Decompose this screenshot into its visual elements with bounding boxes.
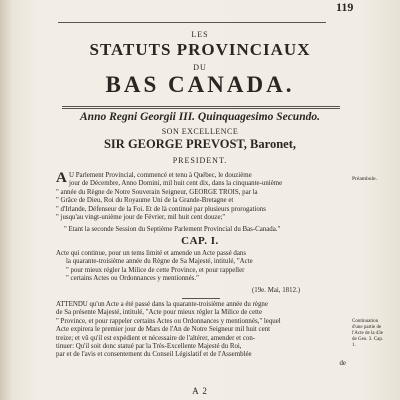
chapter-summary (56, 250, 253, 284)
binding-edge (0, 0, 12, 400)
chapter-line: Acte qui continue, pour un tems limité et amende un Acte passé dans (56, 250, 247, 257)
preamble-line: " d'Irlande, Défenseur de la Foi. Et de là continué par plusieurs prorogations (56, 205, 266, 213)
body-line: ATTENDU qu'un Acte a été passé dans la quarante-troisième année du règne (56, 301, 268, 308)
side-note-line: d'une partie de (352, 325, 382, 330)
chapter-heading: CAP. I. (181, 235, 219, 247)
side-note-line: de Geo. 3. Cap. (352, 337, 384, 342)
chapter-line: " pour mieux régler la Milice de cette Province, et pour rappeller (66, 266, 245, 274)
son-excellence: SON EXCELLENCE (161, 127, 239, 136)
body-line: de Sa présente Majesté, intitulé, "Acte pour mieux régler la Milice de cette (56, 309, 263, 317)
side-note-line: 1. (352, 343, 356, 348)
preamble-line: U Parlement Provincial, commencé et tenu à Québec, le douzième (69, 172, 252, 179)
body-line: tinuer: Qu'il soit donc statué par la Très-Excellente Majesté du Roi, (56, 343, 242, 351)
side-note-line: Continuation (352, 319, 379, 324)
drop-cap: A (56, 170, 67, 186)
title-rule-upper (62, 106, 340, 107)
signature-mark: A 2 (192, 386, 208, 396)
preamble-side-note: Préambule. (352, 176, 377, 182)
regnal-year: Anno Regni Georgii III. Quinquagesimo Secundo. (80, 111, 320, 123)
side-note-line: l'Acte de la 43e (352, 331, 384, 336)
province-title: BAS CANADA. (105, 72, 295, 97)
header-du: DU (193, 63, 207, 72)
page-number: 119 (336, 0, 354, 14)
governor-name: SIR GEORGE PREVOST, Baronet, (103, 137, 297, 151)
chapter-line: la quarante-troisième année du Règne de Sa Majesté, intitulé, "Acte (66, 258, 253, 266)
preamble-line: jour de Décembre, Anno Domini, mil huit cent dix, dans la cinquante-unième (69, 180, 283, 188)
enactment-date: (19e. Mai, 1812.) (252, 287, 301, 294)
section-rule (182, 298, 220, 299)
session-line: " Etant la seconde Session du Septième Parlement Provincial du Bas-Canada." (64, 226, 281, 233)
preamble-text (56, 172, 282, 222)
body-line: de (339, 359, 346, 367)
header-les: LES (191, 30, 209, 39)
title-rule-lower (62, 108, 340, 109)
body-text (56, 301, 346, 368)
body-line: par et de l'avis et consentement du Conseil Législatif et de l'Assemblée (56, 351, 252, 359)
preamble-line: " jusqu'au vingt-unième jour de Février, mil huit cent douze;" (56, 214, 226, 222)
governor-title: PRESIDENT. (172, 156, 228, 165)
body-line: Acte expirera le premier jour de Mars de l'An de Notre Seigneur mil huit cent (56, 326, 271, 334)
chapter-line: " certains Actes ou Ordonnances y mentionnés." (66, 275, 199, 283)
body-line: treize; et vû qu'il est expédient et nécessaire de l'altérer, amender et con- (56, 334, 256, 342)
preamble-line: " Grâce de Dieu, Roi du Royaume Uni de la Grande-Bretagne et (56, 197, 234, 205)
header-rule (58, 22, 326, 23)
continuation-side-note (352, 319, 383, 349)
document-title: STATUTS PROVINCIAUX (89, 40, 311, 59)
preamble-line: " année du Règne de Notre Souverain Seigneur, GEORGE TROIS, par la (56, 188, 258, 196)
body-line: " Province, et pour rappeler certains Actes ou Ordonnances y mentionnés," lequel (56, 317, 281, 325)
